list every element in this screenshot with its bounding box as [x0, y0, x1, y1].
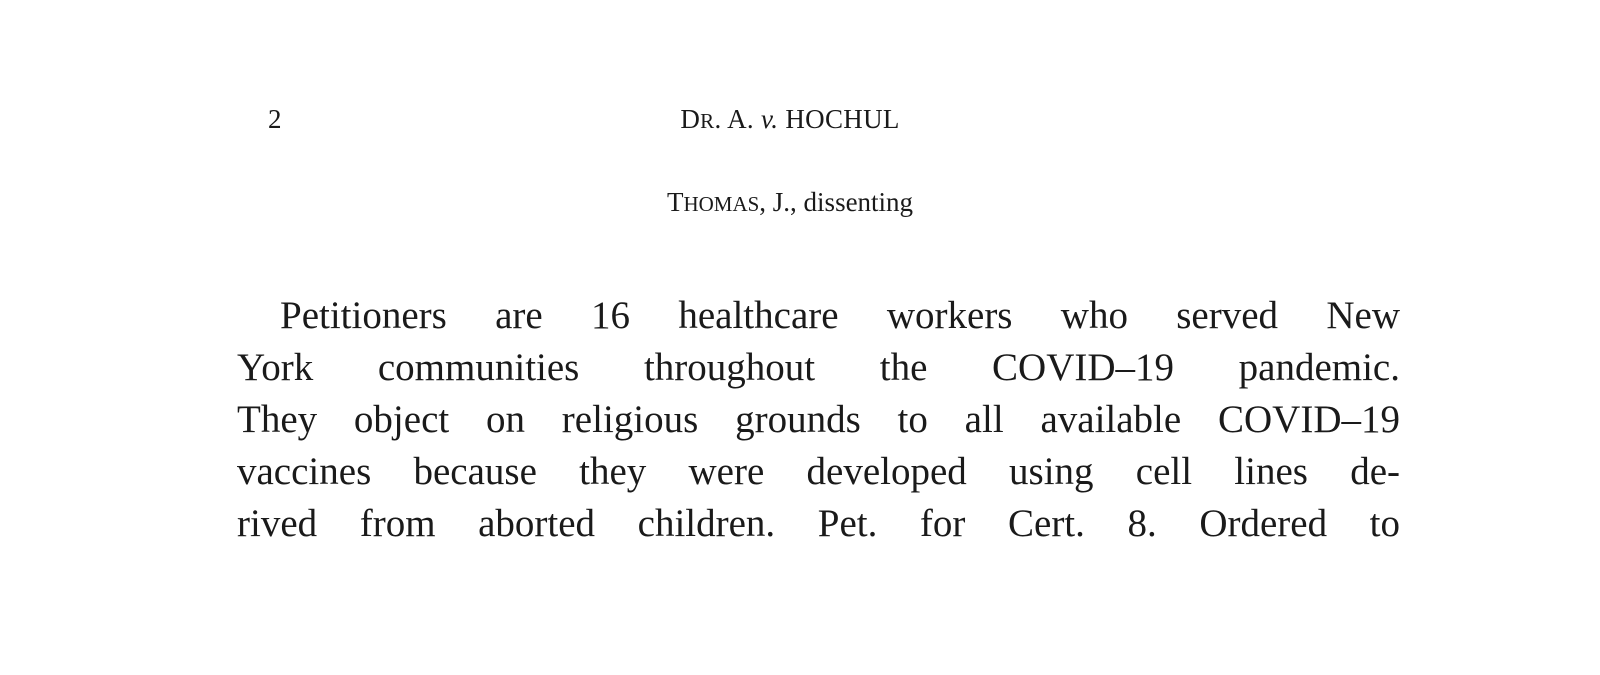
body-line: rived from aborted children. Pet. for Cert. 8. Ordered to	[237, 502, 1400, 545]
page-number: 2	[268, 104, 282, 134]
running-head-respondent: HOCHUL	[778, 104, 900, 134]
body-line: Petitioners are 16 healthcare workers who served New	[280, 294, 1400, 337]
opinion-author-initial: T	[666, 187, 684, 217]
opinion-author-rest: HOMAS	[683, 192, 760, 216]
running-head	[0, 103, 1580, 137]
running-head-dr-initial: D	[680, 104, 701, 134]
running-head-versus: v.	[760, 104, 779, 134]
running-head-middle: . A.	[714, 104, 761, 134]
opinion-body	[237, 290, 1400, 550]
opinion-suffix: , J., dissenting	[759, 187, 914, 217]
running-head-dr-rest: R	[700, 109, 715, 133]
body-line: vaccines because they were developed using cell lines de-	[237, 450, 1400, 493]
opinion-label	[0, 186, 1580, 220]
body-line: They object on religious grounds to all available COVID–19	[237, 398, 1400, 441]
body-line: York communities throughout the COVID–19 pandemic.	[237, 346, 1400, 389]
